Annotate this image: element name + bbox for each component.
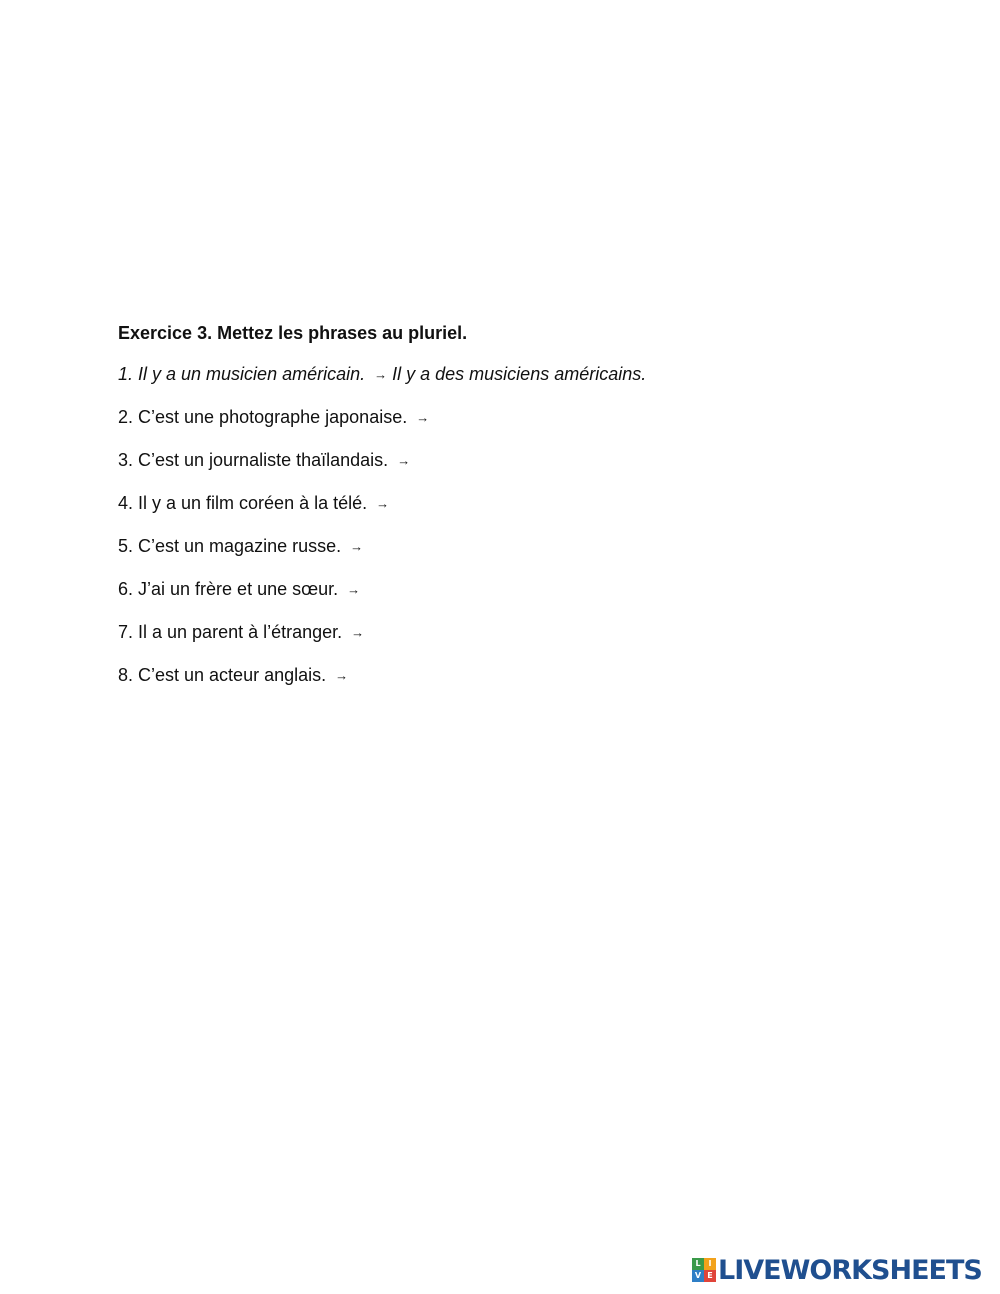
- exercise-sentence: 3. C’est un journaliste thaïlandais.: [118, 450, 389, 470]
- exercise-sentence: 8. C’est un acteur anglais.: [118, 665, 327, 685]
- exercise-sentence: 4. Il y a un film coréen à la télé.: [118, 493, 368, 513]
- exercise-sentence: 2. C’est une photographe japonaise.: [118, 407, 408, 427]
- exercise-sentence: 7. Il a un parent à l’étranger.: [118, 622, 343, 642]
- exercise-title: Exercice 3. Mettez les phrases au pluriel.: [118, 323, 468, 343]
- exercise-item: [118, 664, 938, 688]
- logo-mark-icon: [692, 1258, 716, 1282]
- logo-mark-letter: E: [704, 1270, 716, 1282]
- arrow-icon: →: [374, 367, 388, 382]
- exercise-item: [118, 406, 938, 430]
- logo-mark-letter: L: [692, 1258, 704, 1270]
- arrow-icon: →: [397, 453, 411, 468]
- logo-mark-letter: I: [704, 1258, 716, 1270]
- exercise-item: [118, 621, 938, 645]
- logo-text: LIVEWORKSHEETS: [718, 1254, 982, 1286]
- example-prompt: 1. Il y a un musicien américain.: [118, 364, 366, 384]
- worksheet: [118, 322, 938, 707]
- logo-mark-letter: V: [692, 1270, 704, 1282]
- exercise-item: [118, 578, 938, 602]
- exercise-item: [118, 449, 938, 473]
- exercise-sentence: 6. J’ai un frère et une sœur.: [118, 579, 339, 599]
- arrow-icon: →: [376, 496, 390, 511]
- arrow-icon: →: [416, 410, 430, 425]
- example-answer: Il y a des musiciens américains.: [392, 364, 647, 384]
- liveworksheets-logo: [692, 1255, 982, 1285]
- exercise-item: [118, 535, 938, 559]
- example-sentence: [118, 363, 938, 387]
- arrow-icon: →: [335, 668, 349, 683]
- exercise-sentence: 5. C’est un magazine russe.: [118, 536, 342, 556]
- arrow-icon: →: [350, 539, 364, 554]
- arrow-icon: →: [351, 625, 365, 640]
- exercise-item: [118, 492, 938, 516]
- arrow-icon: →: [347, 582, 361, 597]
